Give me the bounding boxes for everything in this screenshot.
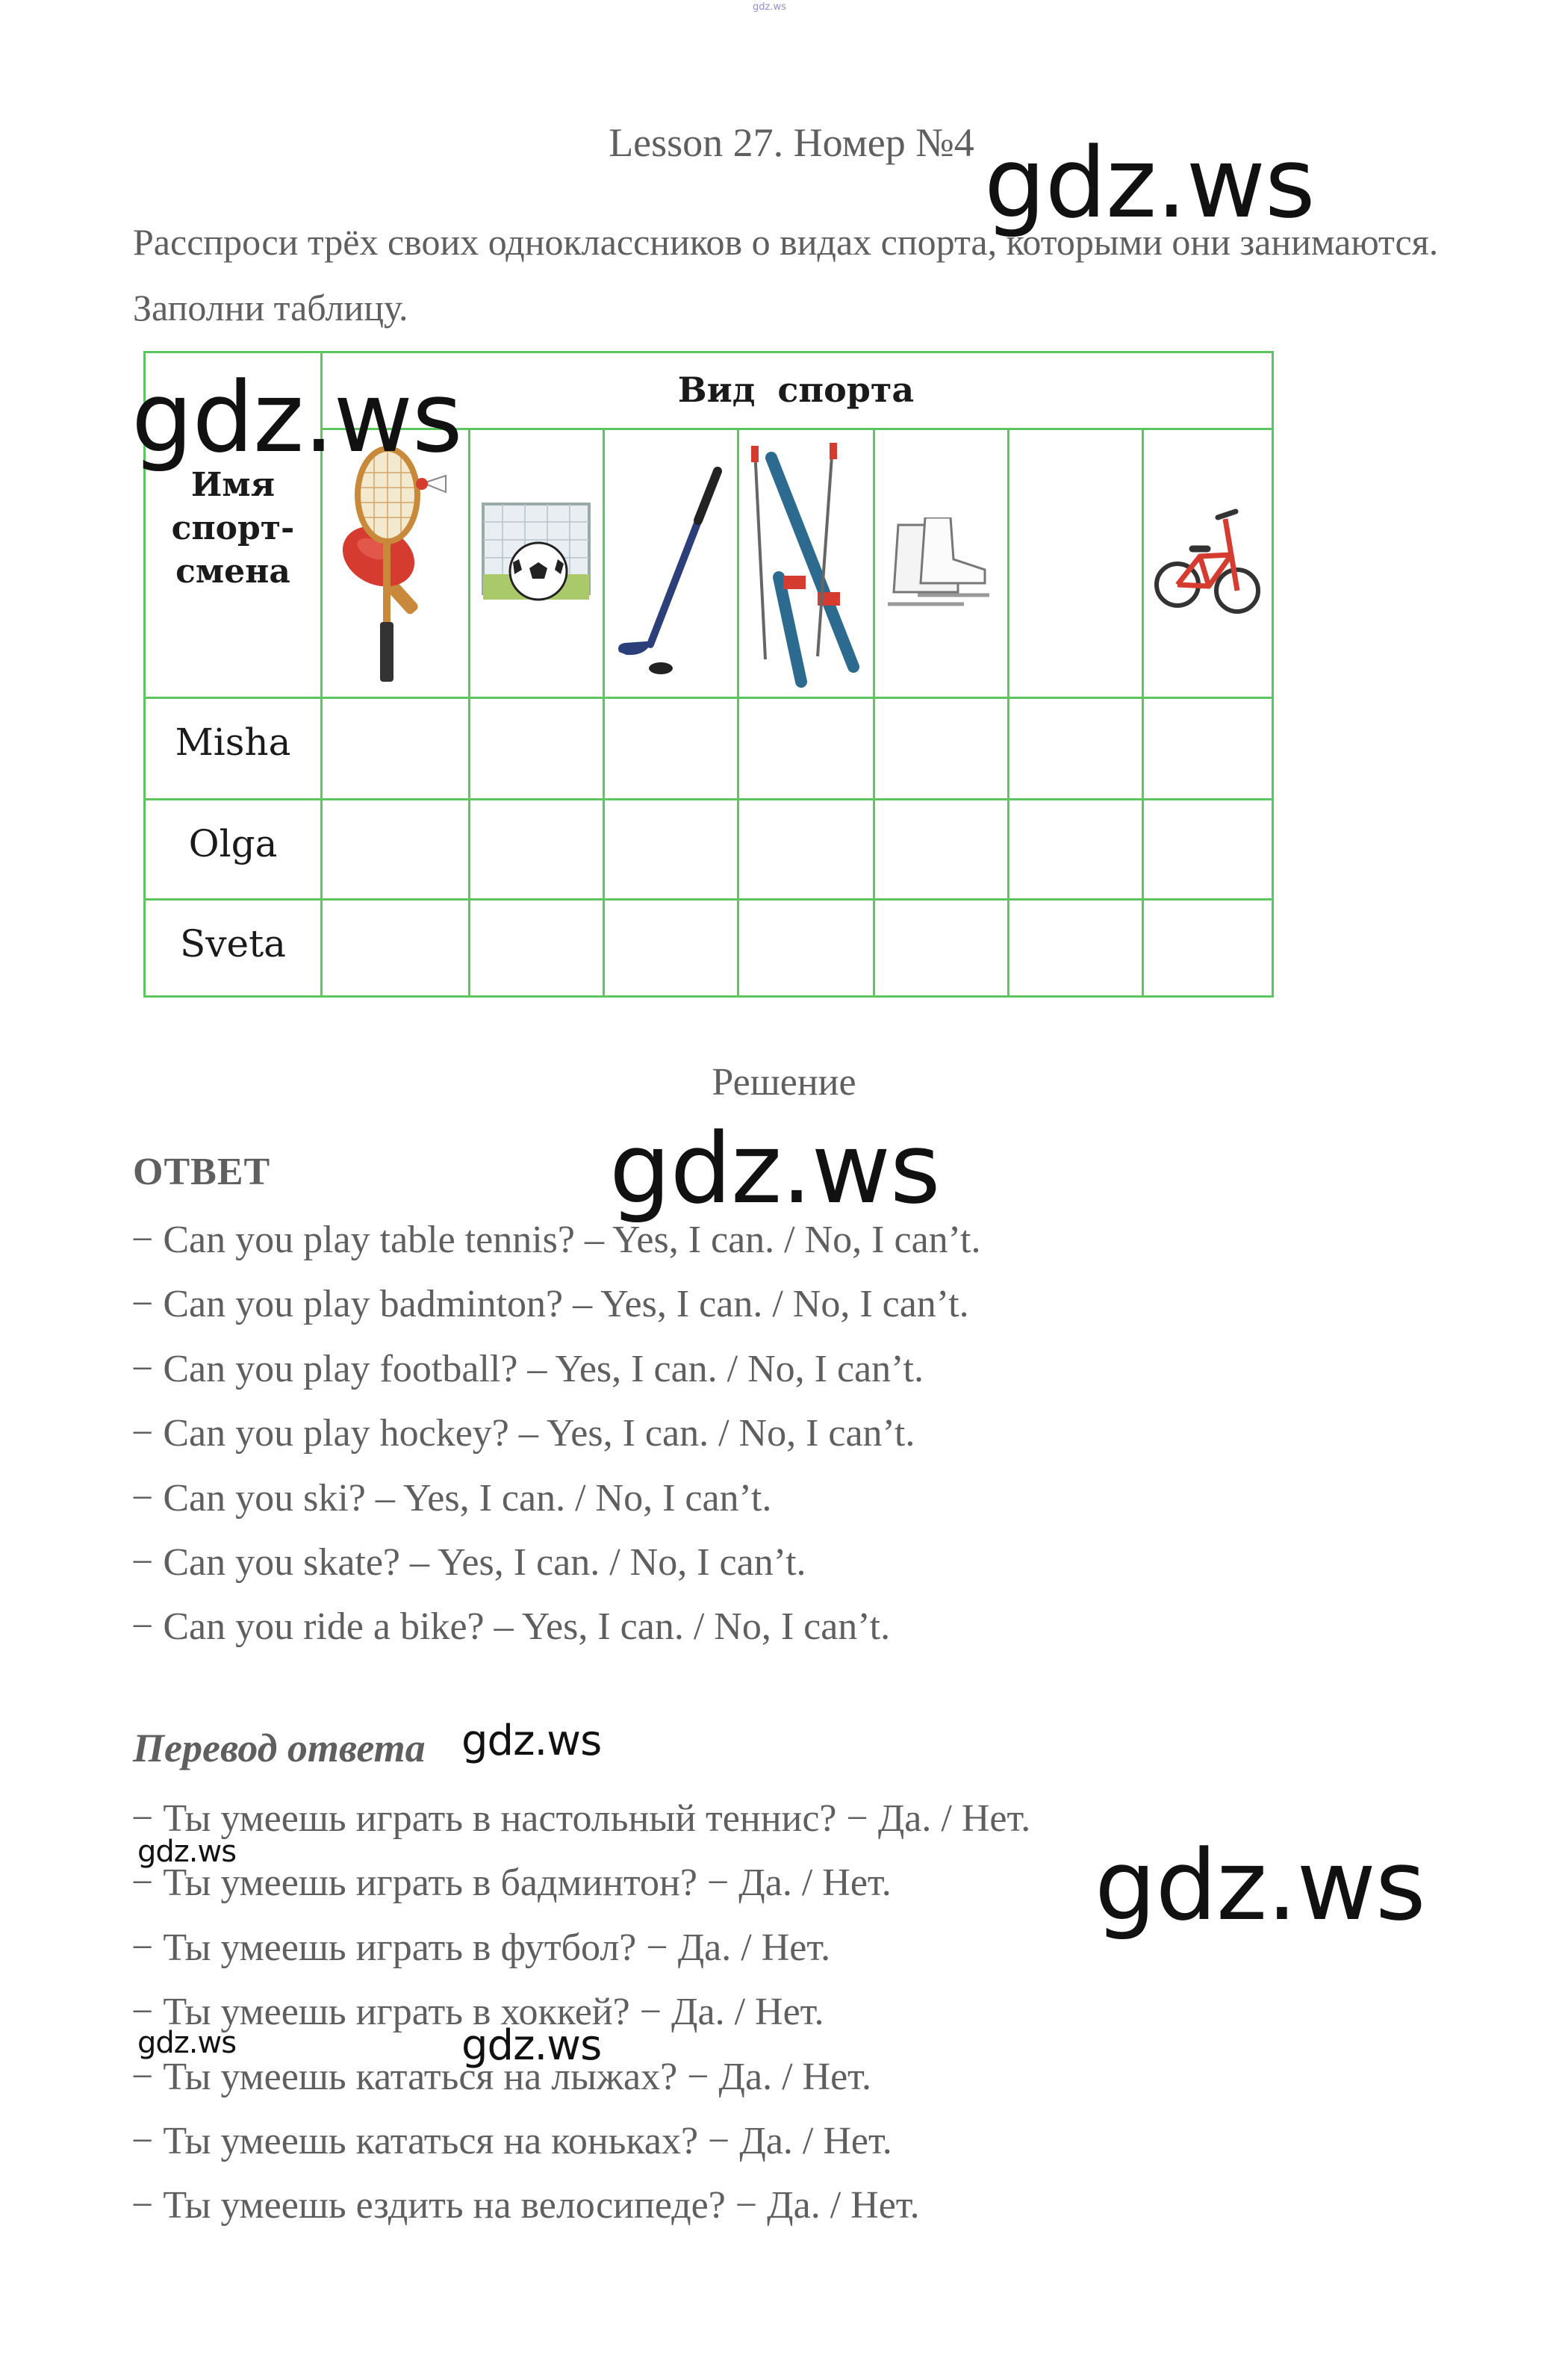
solution-heading: Решение [712, 1061, 856, 1104]
watermark: gdz.ws [137, 1835, 237, 1869]
list-item: − Can you ski? – Yes, I can. / No, I can’t. [131, 1476, 772, 1520]
watermark: gdz.ws [461, 2021, 602, 2070]
ski-icon [749, 443, 868, 689]
translation-heading: Перевод ответа [133, 1726, 426, 1770]
table-divider [146, 798, 1272, 800]
translation-list [131, 1787, 1030, 2239]
answer-list [131, 1208, 980, 1660]
list-item: − Can you ride a bike? – Yes, I can. / No, I can’t. [131, 1605, 891, 1649]
table-divider [1007, 428, 1009, 995]
table-divider [1142, 428, 1144, 995]
list-item: − Can you play table tennis? – Yes, I can. / No, I can’t. [131, 1219, 981, 1261]
sport-header: Вид спорта [677, 370, 915, 410]
list-item: − Ты умеешь играть в бадминтон? − Да. / Нет. [131, 1862, 892, 1905]
watermark: gdz.ws [984, 126, 1315, 240]
table-divider [146, 697, 1272, 699]
name-cell: Olga [188, 822, 278, 865]
skates-icon [883, 517, 995, 622]
list-item: − Can you play hockey? – Yes, I can. / No, I can’t. [131, 1412, 915, 1455]
lesson-title: Lesson 27. Номер №4 [609, 120, 974, 165]
name-cell: Misha [175, 721, 291, 764]
watermark: gdz.ws [609, 1112, 940, 1225]
name-header-line: спорт- [171, 509, 295, 547]
table-divider [873, 428, 875, 995]
list-item: − Ты умеешь кататься на лыжах? − Да. / Нет. [131, 2055, 871, 2098]
list-item: − Can you skate? – Yes, I can. / No, I can’t. [131, 1541, 806, 1584]
list-item: − Ты умеешь ездить на велосипеде? − Да. / Нет. [131, 2184, 920, 2227]
list-item: − Can you play football? – Yes, I can. / No, I can’t. [131, 1347, 924, 1390]
table-divider [320, 428, 1272, 430]
list-item: − Ты умеешь играть в настольный теннис? − Да. / Нет. [131, 1797, 1031, 1840]
name-header [146, 464, 320, 594]
name-header-line: смена [175, 553, 290, 591]
list-item: − Ты умеешь играть в хоккей? − Да. / Нет. [131, 1991, 824, 2034]
watermark: gdz.ws [461, 1717, 602, 1765]
list-item: − Ты умеешь кататься на коньках? − Да. / Нет. [131, 2120, 892, 2163]
football-icon [480, 500, 592, 604]
watermark: gdz.ws [137, 2026, 237, 2060]
watermark: gdz.ws [1095, 1829, 1425, 1942]
list-item: − Ты умеешь играть в футбол? − Да. / Нет. [131, 1926, 831, 1969]
table-divider [603, 428, 605, 995]
list-item: − Can you play badminton? – Yes, I can. / No, I can’t. [131, 1283, 969, 1326]
name-cell: Sveta [180, 922, 286, 965]
task-text: Расспроси трёх своих одноклассников о видах спорта, которыми они занимаются. Заполни таблицу. [133, 221, 1439, 329]
name-header-line: Имя [190, 466, 276, 504]
top-watermark: gdz.ws [753, 1, 786, 13]
bike-icon [1154, 503, 1266, 637]
watermark: gdz.ws [131, 361, 462, 474]
table-divider [468, 428, 470, 995]
hockey-icon [609, 465, 735, 689]
table-divider [146, 898, 1272, 901]
answer-heading: ОТВЕТ [133, 1151, 271, 1193]
table-divider [737, 428, 739, 995]
badminton-icon [341, 443, 461, 689]
